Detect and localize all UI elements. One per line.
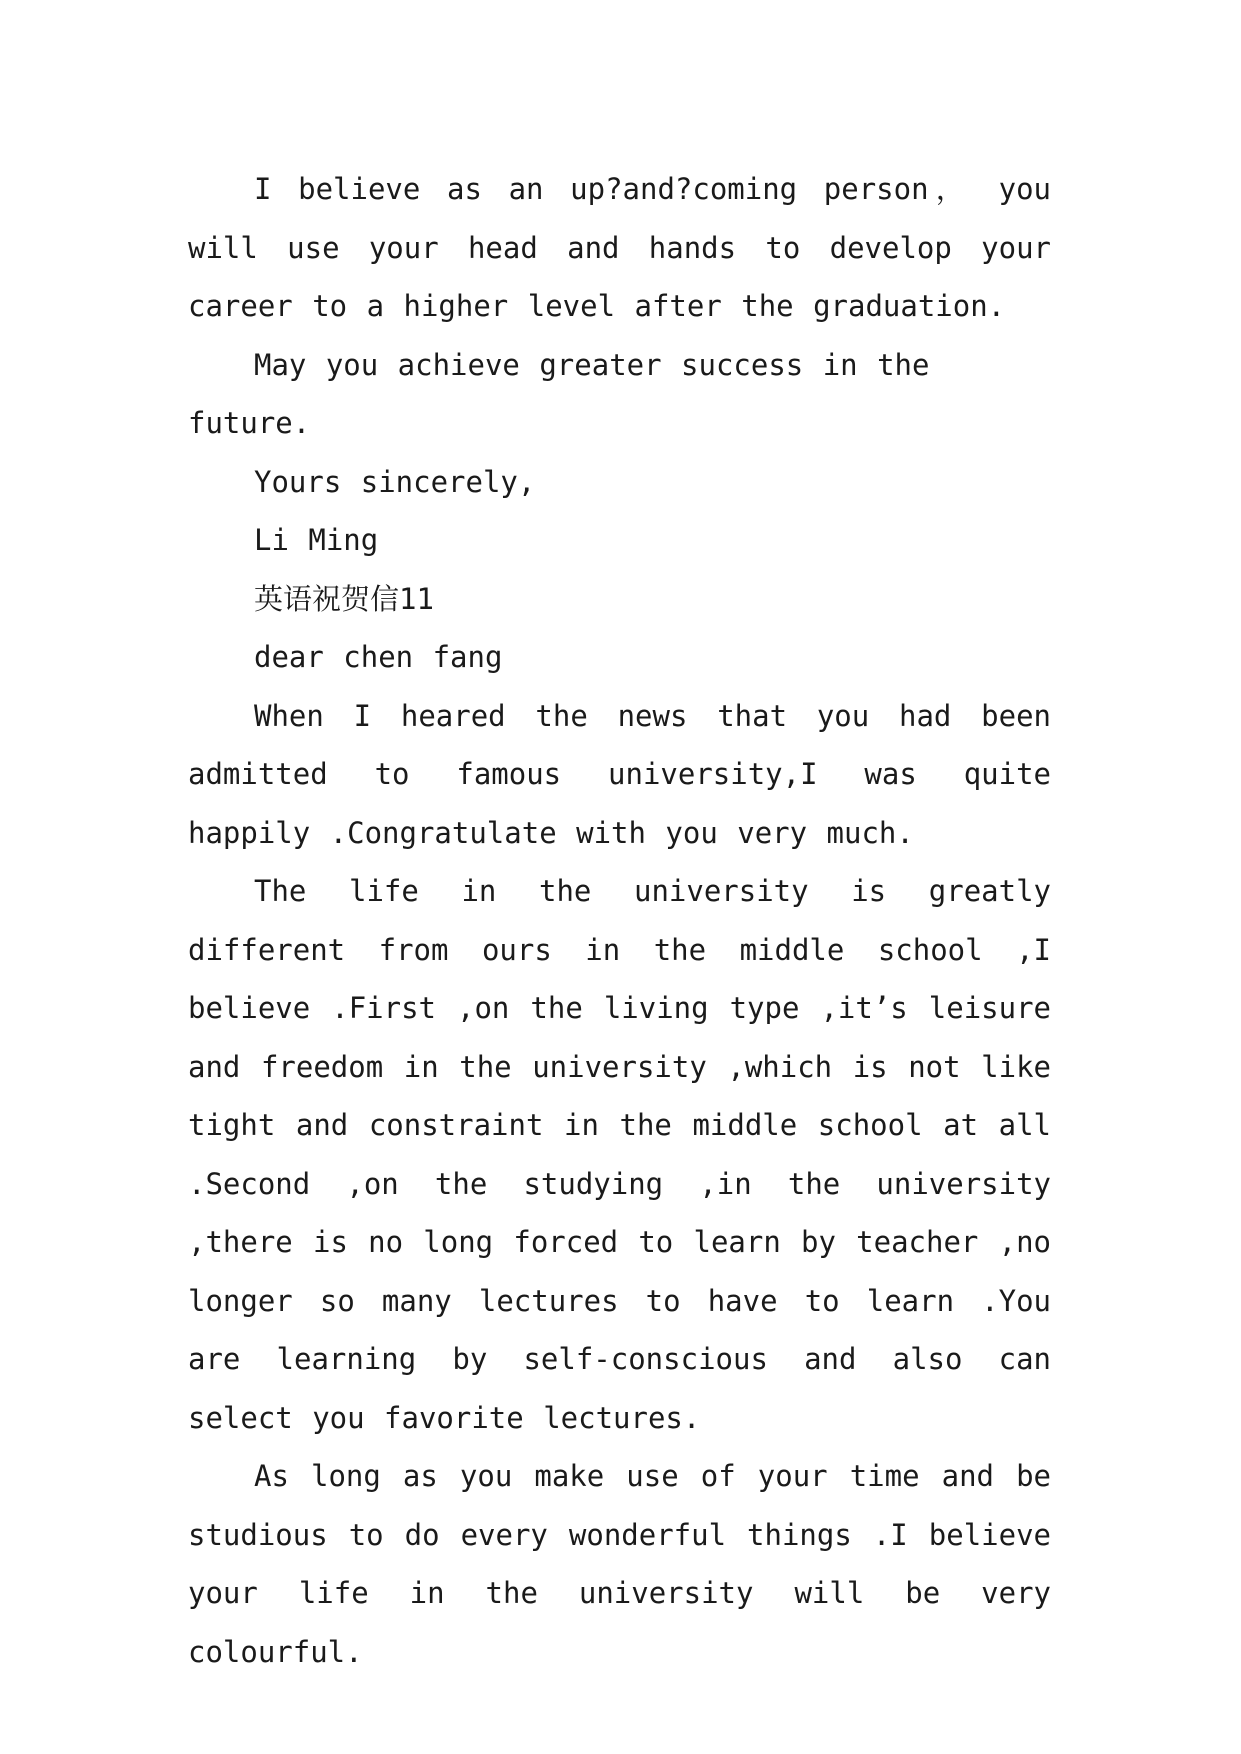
paragraph-congratulation: When I heared the news that you had been admitted to famous university,I was quite happily .Congratulate with you very much. bbox=[188, 698, 1051, 850]
letter-body bbox=[188, 160, 1051, 1681]
salutation: dear chen fang bbox=[254, 640, 503, 674]
paragraph-closing-wish: I believe as an up?and?coming person， you will use your head and hands to develop your career to a higher level after the graduation. bbox=[188, 172, 1051, 323]
signature-name: Li Ming bbox=[254, 523, 379, 557]
paragraph-university-life: The life in the university is greatly different from ours in the middle school ,I believe .First ,on the living type ,it’s leisure and freedom in the university ,which is not like tight and constraint in the middle school at all .Second ,on the studying ,in the university ,there is no long forced to learn by teacher ,no longer so many lectures to have to learn .You are learning by self-conscious and also can select you favorite lectures. bbox=[188, 874, 1051, 1435]
section-heading: 英语祝贺信11 bbox=[254, 581, 434, 616]
paragraph-success-wish: May you achieve greater success in the future. bbox=[188, 347, 930, 440]
paragraph-advice: As long as you make use of your time and be studious to do every wonderful things .I believe your life in the university will be very colourful. bbox=[188, 1459, 1051, 1669]
sign-off: Yours sincerely, bbox=[254, 464, 536, 499]
